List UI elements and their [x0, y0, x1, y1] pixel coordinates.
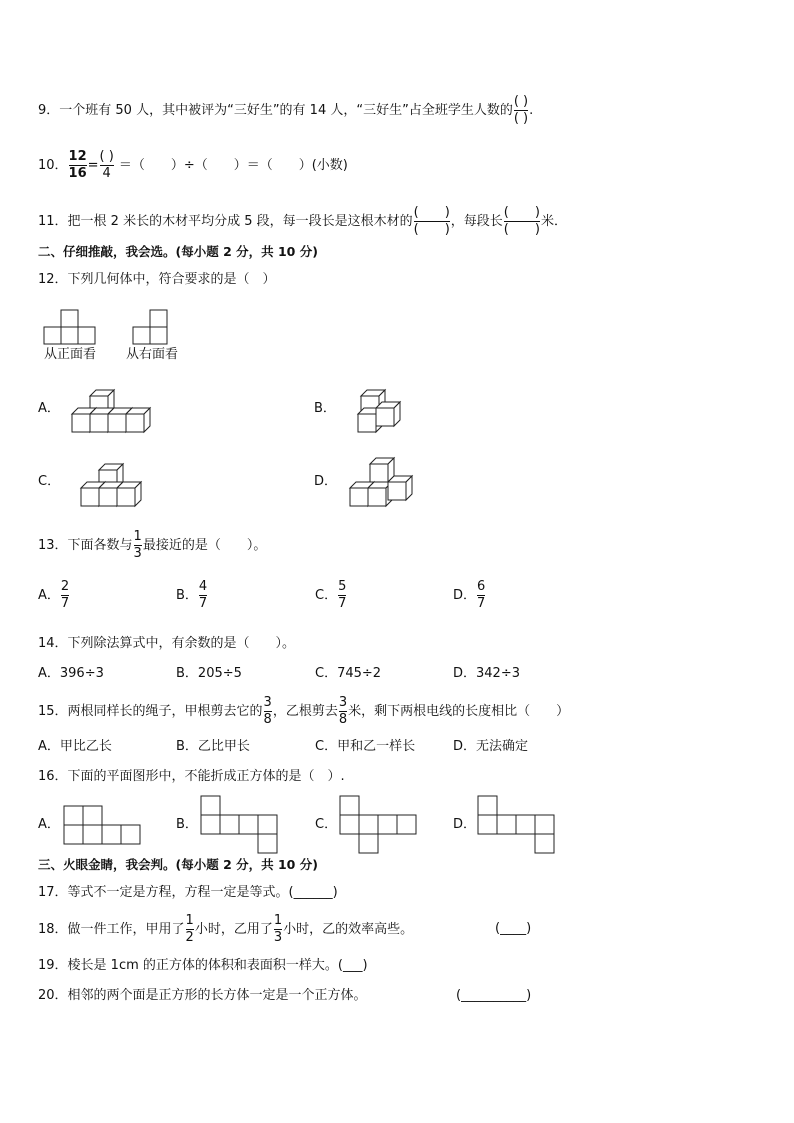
fraction-1-2: $\frac{1}{2}$ [185, 913, 194, 945]
question-18: 18．做一件工作，甲用了 $\frac{1}{2}$ 小时，乙用了 $\frac{1}{3}$ 小时，乙的效率高些。 [38, 913, 414, 945]
question-10: 10． $\frac{12}{16}$ = $\frac{( )}{4}$ ＝（ ）÷（ ）＝（ ）(小数) [38, 149, 348, 181]
right-view-figure [133, 310, 173, 346]
fraction-3-8-a: $\frac{3}{8}$ [263, 695, 272, 727]
answer-blank[interactable]: (______) [288, 885, 338, 900]
q14-option-c[interactable]: C．745÷2 [315, 666, 382, 681]
fraction-12-16: $\frac{12}{16}$ [68, 149, 87, 181]
front-view-label: 从正面看 [44, 347, 97, 362]
answer-fraction-blank-2[interactable]: $\frac{( )}{( )}$ [503, 205, 540, 237]
q15-option-a[interactable]: A．甲比乙长 [38, 739, 112, 754]
q16-option-a[interactable]: A． [38, 817, 60, 832]
q12-option-d[interactable]: D． [314, 474, 338, 489]
q14-option-d[interactable]: D．342÷3 [453, 666, 520, 681]
answer-fraction-blank-1[interactable]: $\frac{( )}{( )}$ [413, 205, 450, 237]
question-9: 9．一个班有 50 人，其中被评为“三好生”的有 14 人，“三好生”占全班学生人数的 $\frac{( )}{( )}$ . [38, 94, 534, 126]
right-view-label: 从右面看 [126, 347, 179, 362]
question-9-text: 9．一个班有 50 人，其中被评为“三好生”的有 14 人，“三好生”占全班学生人数的 [38, 103, 513, 118]
q13-option-d[interactable]: D． $\frac{6}{7}$ [453, 579, 486, 611]
q16-option-c[interactable]: C． [315, 817, 338, 832]
answer-fraction-blank[interactable]: $\frac{( )}{( )}$ [513, 94, 529, 126]
q15-option-b[interactable]: B．乙比甲长 [176, 739, 250, 754]
question-16: 16．下面的平面图形中，不能折成正方体的是（ ）. [38, 769, 345, 784]
fraction-1-3: $\frac{1}{3}$ [273, 913, 283, 945]
q13-option-a[interactable]: A． $\frac{2}{7}$ [38, 579, 70, 611]
q15-option-d[interactable]: D．无法确定 [453, 739, 529, 754]
question-20: 20．相邻的两个面是正方形的长方体一定是一个正方体。 [38, 988, 367, 1003]
section-3-title: 三、火眼金睛，我会判。(每小题 2 分，共 10 分) [38, 857, 318, 872]
q16-option-d-net[interactable] [478, 796, 558, 856]
question-14: 14．下列除法算式中，有余数的是（ ）。 [38, 636, 296, 651]
q14-option-b[interactable]: B．205÷5 [176, 666, 242, 681]
front-view-figure [44, 310, 104, 346]
q12-option-b-solid[interactable] [354, 386, 404, 436]
q13-option-b[interactable]: B． $\frac{4}{7}$ [176, 579, 208, 611]
q15-option-c[interactable]: C．甲和乙一样长 [315, 739, 416, 754]
q12-option-c-solid[interactable] [79, 462, 149, 510]
q16-option-a-net[interactable] [64, 806, 144, 846]
q12-option-d-solid[interactable] [346, 456, 421, 508]
question-10-rest: ＝（ ）÷（ ）＝（ ）(小数) [118, 158, 348, 173]
q13-option-c[interactable]: C． $\frac{5}{7}$ [315, 579, 347, 611]
q16-option-d[interactable]: D． [453, 817, 477, 832]
fraction-3-8-b: $\frac{3}{8}$ [338, 695, 348, 727]
q12-option-c[interactable]: C． [38, 474, 61, 489]
section-2-title: 二、仔细推敲，我会选。(每小题 2 分，共 10 分) [38, 244, 318, 259]
q12-option-b[interactable]: B． [314, 401, 336, 416]
question-17: 17．等式不一定是方程，方程一定是等式。(______) [38, 885, 338, 900]
question-15: 15．两根同样长的绳子，甲根剪去它的 $\frac{3}{8}$ ，乙根剪去 $\frac{3}{8}$ 米，剩下两根电线的长度相比（ ） [38, 695, 570, 727]
q16-option-c-net[interactable] [340, 796, 420, 856]
answer-fraction-blank[interactable]: $\frac{( )}{4}$ [99, 149, 114, 181]
q12-option-a[interactable]: A． [38, 401, 60, 416]
q16-option-b[interactable]: B． [176, 817, 198, 832]
q20-answer-blank[interactable]: (__________) [456, 988, 532, 1003]
question-11: 11．把一根 2 米长的木材平均分成 5 段，每一段长是这根木材的 $\frac{( )}{( )}$ ，每段长 $\frac{( )}{( )}$ 米． [38, 205, 567, 237]
answer-blank[interactable]: (___) [337, 958, 368, 973]
question-12: 12．下列几何体中，符合要求的是（ ） [38, 272, 276, 287]
q14-option-a[interactable]: A．396÷3 [38, 666, 104, 681]
q16-option-b-net[interactable] [201, 796, 281, 856]
fraction-1-3: $\frac{1}{3}$ [133, 529, 142, 561]
q18-answer-blank[interactable]: (____) [495, 921, 532, 936]
question-13: 13．下面各数与 $\frac{1}{3}$ 最接近的是（ ）。 [38, 529, 267, 561]
q12-option-a-solid[interactable] [68, 386, 158, 436]
question-19: 19．棱长是 1cm 的正方体的体积和表面积一样大。(___) [38, 958, 368, 973]
